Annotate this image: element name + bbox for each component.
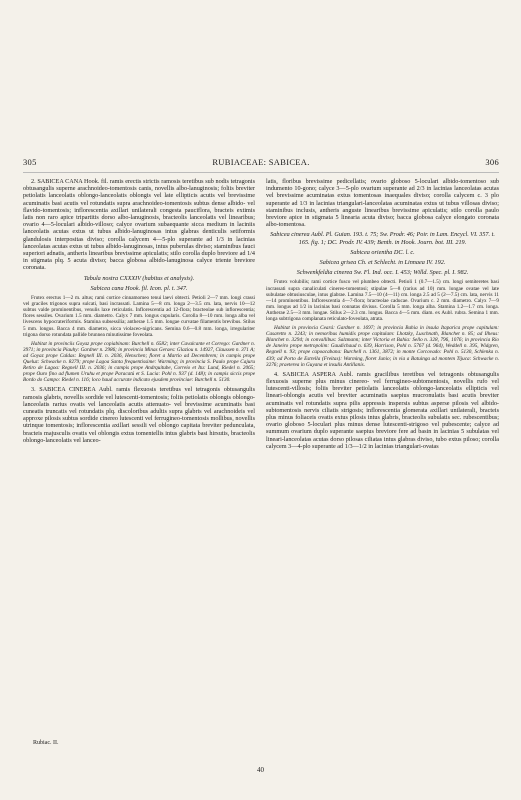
left-column: [23, 178, 255, 753]
description-continued: latis, floribus brevissime pedicellatis; ovario globoso 5-loculari albido-tomentoso sub indumento 10-gono; calyce 3—5-plo ovarium superante ad 2/3 in lacinias lanceolatas acutas vel brevissime acuminatas extus tomentosas inaequales diviso; corolla calycem c. 3 plo superante ad 1/3 in lacinias triangulari-lanceolatas acuminatas extus ut tubus villosas diviso; staminibus inclusis, antheris anguste linearibus brevissime apiculatis; stilo corolla paulo breviore apice in stigmata 5 linearia acuta diviso; bacca globosa calyce elongato coronata albo-tomentosa.: [266, 178, 499, 229]
detailed-description: Frutex erectus 1—2 m. altus; rami cortice cinnamomeo tenui laevi obtecti. Petioli 2—7 mm. longi crassi vel graciles trigonos supra sulcati, basi incrassati. Lamina 5—8 cm. longa 2—3.5 cm. lata, nervis 10—12 subtus valde prominentibus, venulis laxe reticulatis. Inflorescentia ad 12-flora; bracteolae sub inflorescentia; flores sessiles. Ovarium 1.5 mm. diametro. Calyx 7 mm. longus cupularis. Corolla 8—10 mm. longa alba vel livescens hypocrateriformis. Stamina subsessilia; antherae 1.5 mm. longae curvatae filamentis brevibus. Stilus 5 mm. longus. Bacca 4 mm. diametro, sicca violaceo-nigricans. Semina 0.6—0.8 mm. longa, irregulariter trigona dorso rotundata pallide brunnea minutissime foveolata.: [23, 295, 255, 338]
page-number-left: 305: [23, 157, 37, 167]
synonym: Sabicea cana Hook. fil. Icon. pl. t. 347.: [90, 284, 188, 292]
page-number-right: 306: [485, 157, 499, 167]
synonym-4: Schwenkfeldia cinerea Sw. Fl. Ind. occ. I. 453; Willd. Spec. pl. I. 982.: [296, 269, 469, 277]
detailed-description: Frutex volubilis; rami cortice fusco vel plumbeo obtecti. Petioli 1 (0.7—1.5) cm. longi semiteretes basi incrassati supra canaliculati cinereo-tomentosi; stipulae 5—8 (rarius ad 10) mm. longae ovatae vel late subulatae obtusiusculae, intus glabrae. Lamina 7.5—10 (4—11) cm. longa 2.5 ad 5 (2—7.5) cm. lata, nervis 11—14 prominentibus. Inflorescentia 4—7-flora; bracteolae caducae. Ovarium c. 2 mm. diametro. Calyx 7—9 mm. longus ad 1/2 in lacinias basi connatas divisus. Corolla 5 mm. longa alba. Stamina 1.2—1.7 cm. longa. Antherae 2.5—3 mm. longae. Stilus 2—2.3 cm. longus. Bacca 4—5 mm. diam. ex Aubl. rubra. Semina 1 mm. longa subtrigona complanata reticulato-foveolata, atrata.: [266, 279, 499, 322]
synonym-1: Sabicea cinerea Aubl. Pl. Guian. 193. t. 75; Sw. Prodr. 46; Poir. in Lam. Encycl. VI. 357. t. 165. fig. 1; DC. Prodr. IV. 439; Benth. in Hook. Journ. bot. III. 219.: [270, 231, 495, 246]
header-rule: [23, 172, 499, 173]
synonym-2: Sabicea orientha DC. l. c.: [350, 248, 415, 256]
running-title: RUBIACEAE: SABICEA.: [212, 157, 310, 167]
plate-reference: Tabula nostra CXXXIV (habitus et analysis).: [83, 274, 195, 282]
right-column: [266, 178, 499, 753]
running-header: [23, 157, 499, 171]
species-description-sabicea-aspera: 4. SABICEA ASPERA Aubl. ramis gracilibus teretibus vel tetragonis obtusangulis flexuosis superne plus minus cinereo- vel ferrugineo-subtomentosis, novellis rufo vel lutescenti-villosis; foliis breviter petiolatis lanceolatis oblongo-lanceolatis ellipticis vel lineari-oblongis acutis vel breviter acuminatis saepius mucronulatis basi acutis breviter acuminatis vel rotundatis supra pilis appressis inspersis subtus asperse pilosis vel albido-subtomentosis nervis ciliatis strigosis; inflorescentia glomerata axillari unilaterali, bracteis plus minus foliaceis ovatis extus pilosis intus glabris, bracteolis subulatis sec. rubescentibus; ovario globoso 5-loculari plus minus dense lutescenti-strigoso vel pubescente; calyce ad summum ovarium duplo superante saepius breviore fere ad basin in lacinias 5 subulatas vel lineari-lanceolatas acutas dorso pilosas ciliatas intus glabras diviso, tubo extus piloso; corolla calycem 3—4-plo superante ad 1/3—1/2 in lacinias triangulari-ovatas: [266, 370, 499, 450]
synonym-3: Sabicea grisea Ch. et Schlecht. in Linnaea IV. 192.: [319, 259, 446, 267]
species-description-sabicea-cinerea: 3. SABICEA CINEREA Aubl. ramis flexuosis teretibus vel tetragonis obtusangulis ramosis glabris, novellis sordide vel lutescenti-tomentosis; foliis petiolatis oblongis oblongo-lanceolatis rarius ovatis vel lanceolatis acutis attenuato- vel brevissime acuminatis basi cuneatis truncatis vel rotundatis plq. discoloribus adultis supra glabris vel arachnoideis vel approxe pilosis subtus sordide cinereo lutescenti vel ferrugineo-tomentosis mollibus, novellis utrinque tomentosis; inflorescentia axillari sessili vel oblongo capitata breviter pedunculata, bracteis majusculis ovatis vel oblongis extus tomentellis intus glabris basi hirsutis, bracteolis oblongo-lanceolatis vel lanceo-: [23, 386, 255, 444]
footer-number: 40: [257, 766, 264, 774]
species-description-sabicea-cana: 2. SABICEA CANA Hook. fil. ramis erectis strictis ramosis teretibus sub nodis tetragonis obtusangulis superne arachnoideo-tomentosis canis, novellis albo-lanuginosis; foliis breviter petiolatis lanceolatis oblongo-lanceolatis oblongis vel late ellipticis acutis vel brevissime acuminatis basi acutis vel rotundatis supra arachnoideo-tomentosis subtus dense albido- vel flavido-tomentosis; inflorescentia axillari unilaterali congesta pauciflora, bracteis extimis latis non raro apice tripartitis dorso albo-lanuginosis, bracteolis lanceolatis vel linearibus; ovario 4—5-loculari albido-villoso; calyce ovarium subaequante sicca medium in laciniis lanceolatis acutas extus ut tubus albido-lanuginosas intus glabras denticulis setiformis glandulosis interpositas diviso; corolla calycem 4—5-plo superante ad 1/3 in lacinias lanceolatas acutas extus ut tubus albido-lanuginosas, intus puberulas diviso; staminibus fauci superiori adnatis, antheris linearibus brevissime apiculatis; stilo corolla duplo breviore ad 1/4 in stigmata plq. 5 acuta diviso; bacca globosa albido-lanuginosa calyce triente breviore coronata.: [23, 178, 255, 272]
signature-mark: Rubiac. II.: [33, 740, 59, 746]
habitat-paragraph: Habitat in provinciis Goyaz prope copiabinam: Burchell n. 6582; inter Cavalcante et Corrego: Gardner n. 3971; in provincia Piauhy: Gardner n. 2986; in provincia Minas Geraes: Glaziou n. 14927, Claussen n. 371 A; ad Goyaz prope Caldas: Regnell III. n. 2036, Henschen; floret a Martio ad Decembrem; in campis prope Queluz: Schwacke n. 8279; prope Lagoa Santa frequentissime: Warming; in provincia S. Paulo prope Cajuru Retiro de Lagoa: Regnell III. n. 2036; in campis prope Andrquitube, Correio et Itu: Lund, Riedel n. 2065; prope Ouro fino ad flumen Uruhu et prope Paracatú et S. Lucia: Pohl n. 937 (d. 148); in campis siccis prope Bordo do Campo: Riedel n. 116; loco haud accurate indicato ejusdem provinciae: Burchell n. 5130.: [23, 340, 255, 384]
habitat-paragraph: Habitat in provincia Ceará: Gardner n. 1697; in provincia Bahia in insula Itaparica prope capitulam: Casaretto n. 2243; in nemoribus humidis prope capitulam: Lhotzky, Luschnath, Blanchet n. 85; ad Ilheus: Blanchet n. 3294; in convallibus: Salzmann; inter Victoria et Bahia: Sello n. 328, 796, 1076; in provincia Rio de Janeiro prope metropolim: Gaudichaud n. 639, Harrison, Pohl n. 5767 (d. 964), Weddell n. 395, Widgren, Regnell n. 93; prope capoacabana: Burchell n. 1361, 3872; in monte Corcovado: Pohl n. 5130, Schlenka n. 439; ad Porto de Estrella (Freitas): Warming, floret Junio; in via a Batuinga ad montem Tijuca: Schwacke n. 3276; praeterea in Guyana et insulis Antillanis.: [266, 325, 499, 368]
